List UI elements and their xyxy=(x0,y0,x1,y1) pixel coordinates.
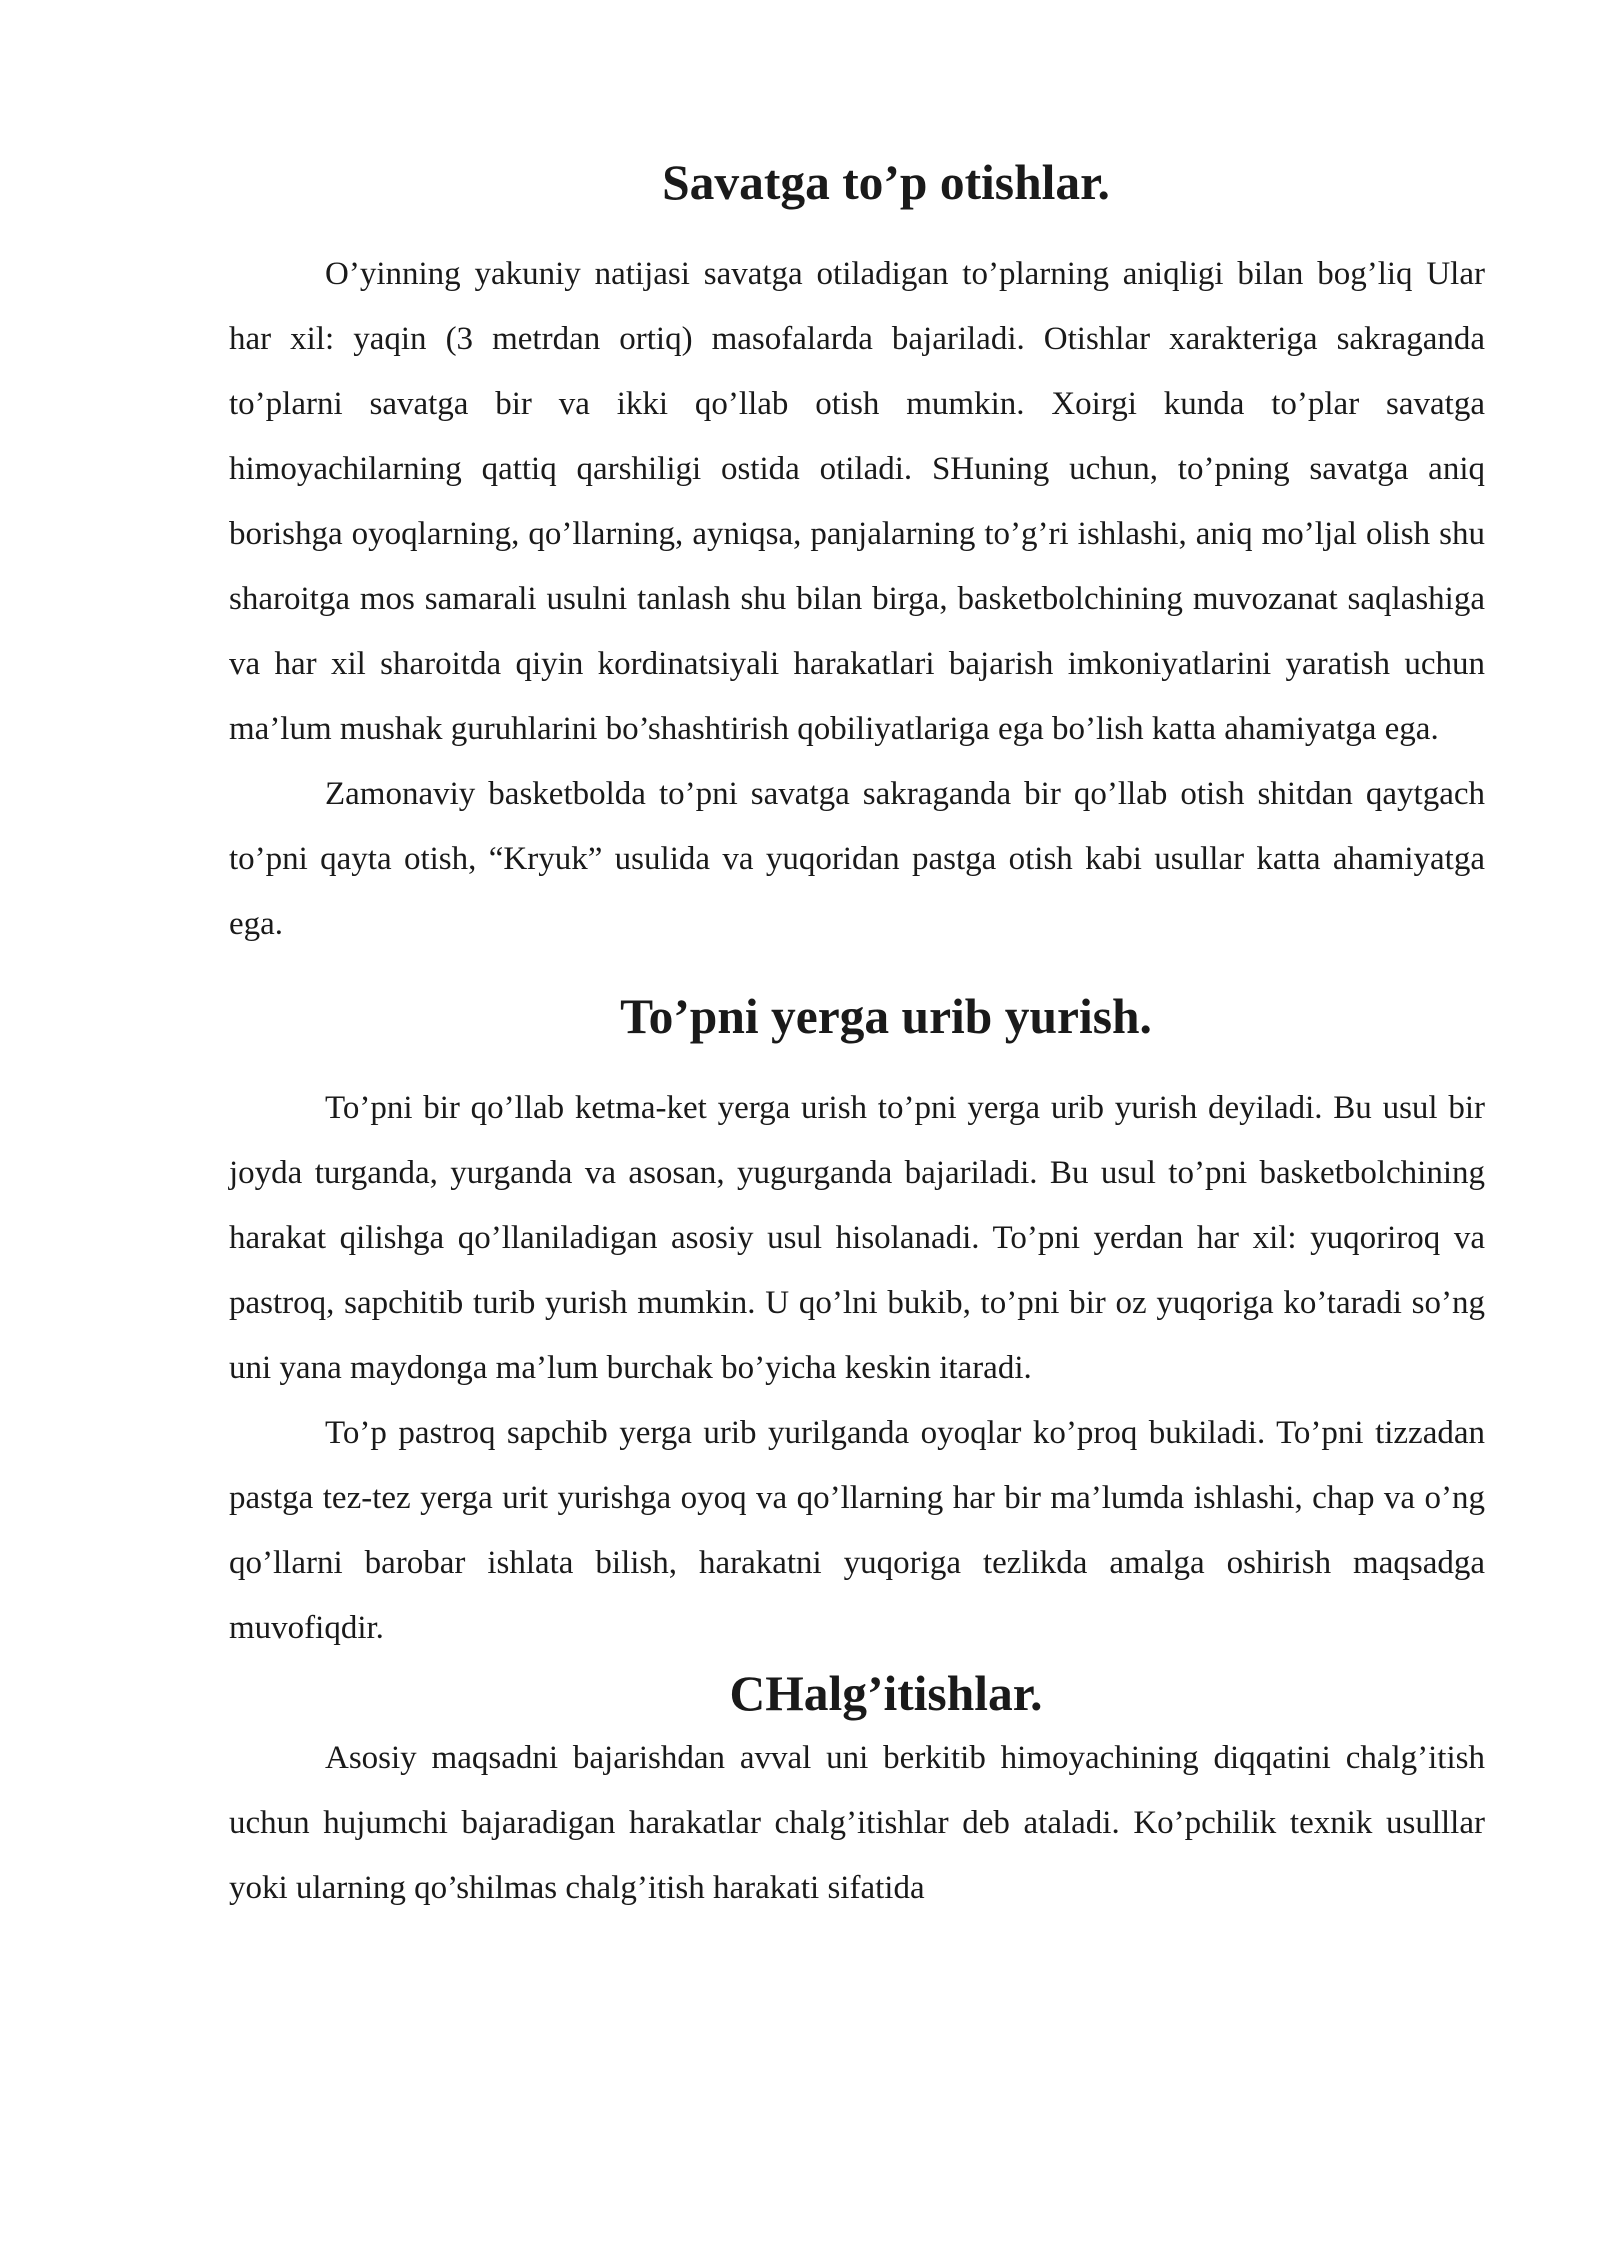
paragraph: Zamonaviy basketbolda to’pni savatga sakraganda bir qo’llab otish shitdan qaytgach to’pni qayta otish, “Kryuk” usulida va yuqoridan pastga otish kabi usullar katta ahamiyatga ega. xyxy=(229,776,1485,942)
paragraph: O’yinning yakuniy natijasi savatga otiladigan to’plarning aniqligi bilan bog’liq Ular har xil: yaqin (3 metrdan ortiq) masofalarda bajariladi. Otishlar xarakteriga sakraganda to’plarni savatga bir va ikki qo’llab otish mumkin. Xoirgi kunda to’plar savatga himoyachilarning qattiq qarshiligi ostida otiladi. SHuning uchun, to’pning savatga aniq borishga oyoqlarning, qo’llarning, ayniqsa, panjalarning to’g’ri ishlashi, aniq mo’ljal olish shu sharoitga mos samarali usulni tanlash shu bilan birga, basketbolchining muvozanat saqlashiga va har xil sharoitda qiyin kordinatsiyali harakatlari bajarish imkoniyatlarini yaratish uchun ma’lum mushak guruhlarini bo’shashtirish qobiliyatlariga ega bo’lish katta ahamiyatga ega. xyxy=(229,256,1485,747)
section-heading-dribbling: To’pni yerga urib yurish. xyxy=(620,989,1152,1044)
paragraph: To’p pastroq sapchib yerga urib yurilganda oyoqlar ko’proq bukiladi. To’pni tizzadan pastga tez-tez yerga urit yurishga oyoq va qo’llarning har bir ma’lumda ishlashi, chap va o’ng qo’llarni barobar ishlata bilish, harakatni yuqoriga tezlikda amalga oshirish maqsadga muvofiqdir. xyxy=(229,1415,1485,1646)
paragraph: Asosiy maqsadni bajarishdan avval uni berkitib himoyachining diqqatini chalg’itish uchun hujumchi bajaradigan harakatlar chalg’itishlar deb ataladi. Ko’pchilik texnik usulllar yoki ularning qo’shilmas chalg’itish harakati sifatida xyxy=(229,1740,1485,1906)
document-page xyxy=(229,150,1485,1921)
paragraph: To’pni bir qo’llab ketma-ket yerga urish to’pni yerga urib yurish deyiladi. Bu usul bir joyda turganda, yurganda va asosan, yugurganda bajariladi. Bu usul to’pni basketbolchining harakat qilishga qo’llaniladigan asosiy usul hisolanadi. To’pni yerdan har xil: yuqoriroq va pastroq, sapchitib turib yurish mumkin. U qo’lni bukib, to’pni bir oz yuqoriga ko’taradi so’ng uni yana maydonga ma’lum burchak bo’yicha keskin itaradi. xyxy=(229,1090,1485,1386)
section-heading-shooting: Savatga to’p otishlar. xyxy=(662,155,1110,210)
section-heading-feints: CHalg’itishlar. xyxy=(729,1666,1043,1721)
